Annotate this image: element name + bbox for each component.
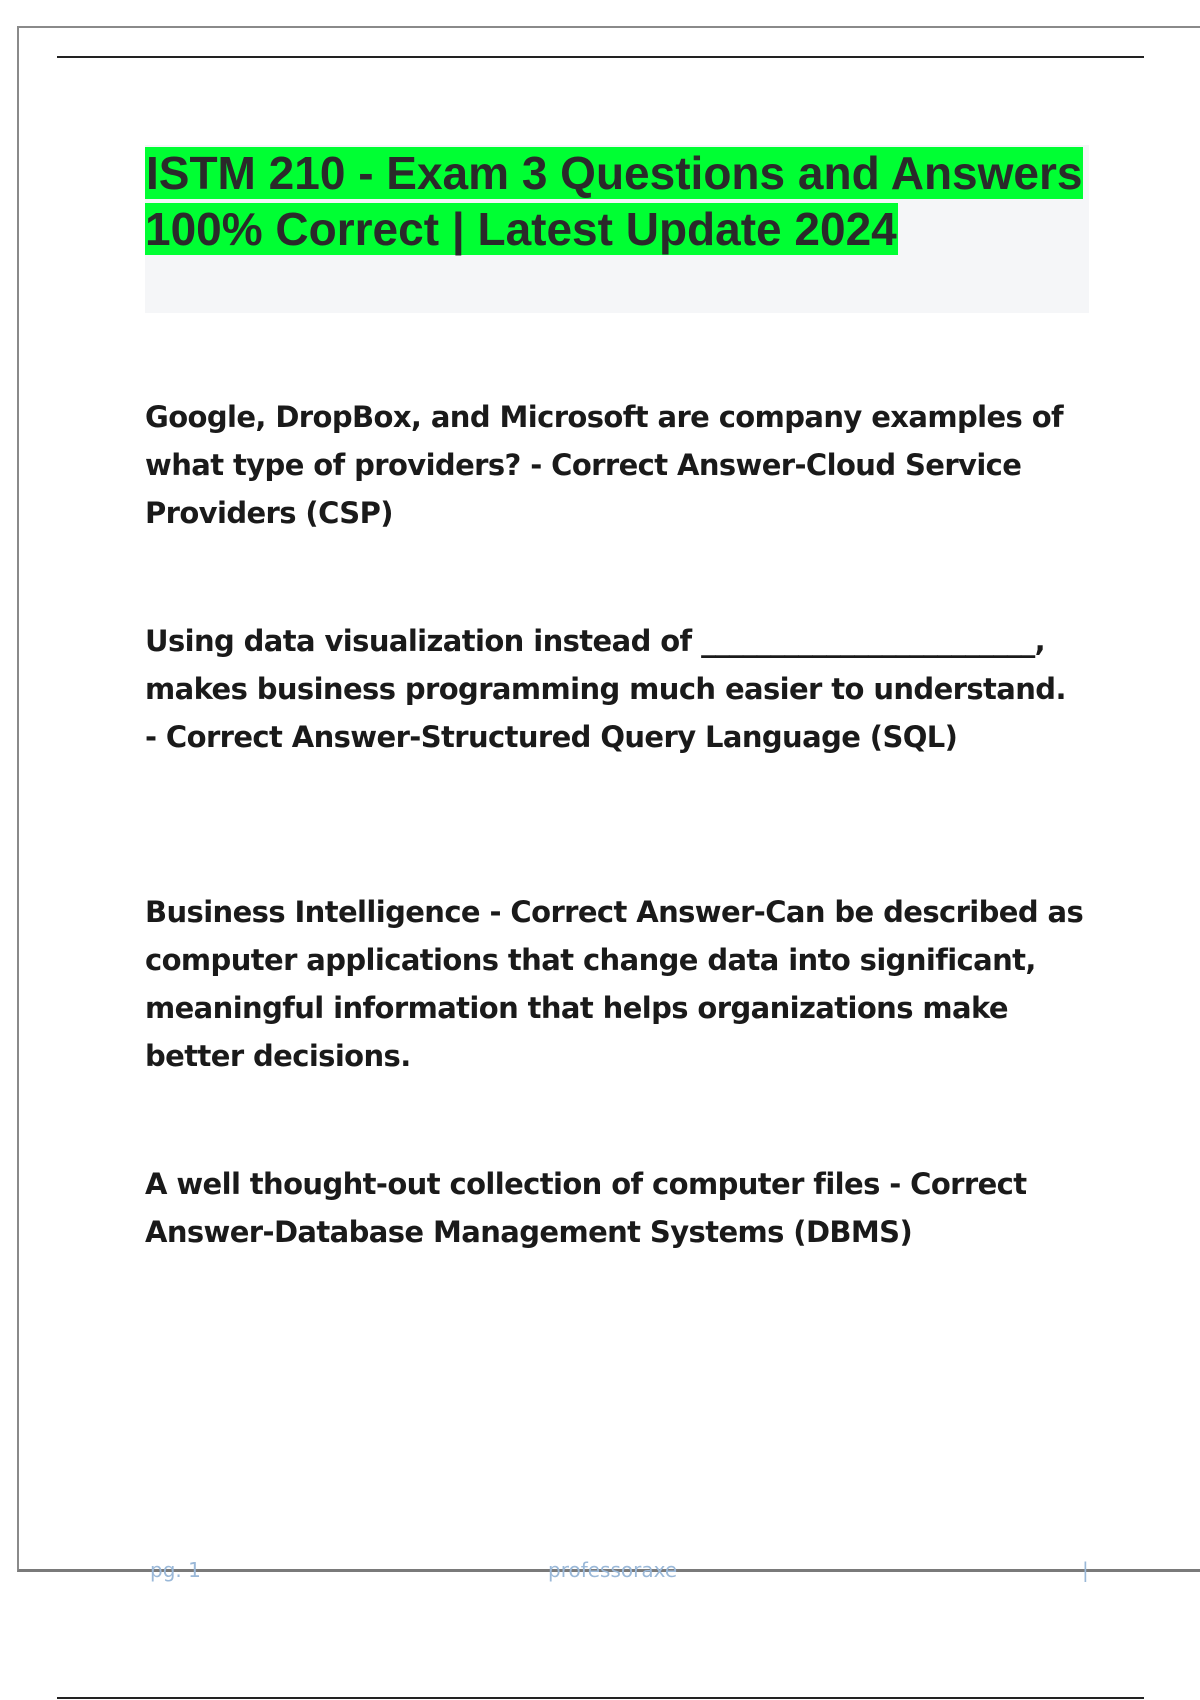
qa-entry: Using data visualization instead of ________________________, makes business programming much easier to understand. - Correct Answer-Structured Query Language (SQL) (145, 624, 1066, 754)
footer-author: professoraxe (548, 1558, 678, 1582)
qa-entry: Business Intelligence - Correct Answer-Can be described as computer applications that change data into significant, meaningful information that helps organizations make better decisions. (145, 895, 1084, 1073)
document-title (145, 145, 1089, 257)
header-rule (57, 56, 1144, 58)
qa-entry: A well thought-out collection of computer files - Correct Answer-Database Management Systems (DBMS) (145, 1167, 1027, 1249)
title-highlight: ISTM 210 - Exam 3 Questions and Answers 100% Correct | Latest Update 2024 (145, 147, 1083, 255)
qa-entry: Google, DropBox, and Microsoft are company examples of what type of providers? - Correct Answer-Cloud Service Providers (CSP) (145, 400, 1064, 530)
bottom-rule (57, 1697, 1144, 1699)
footer-page-number: pg. 1 (150, 1558, 201, 1582)
title-block (145, 145, 1089, 313)
footer-separator: | (1082, 1558, 1089, 1582)
